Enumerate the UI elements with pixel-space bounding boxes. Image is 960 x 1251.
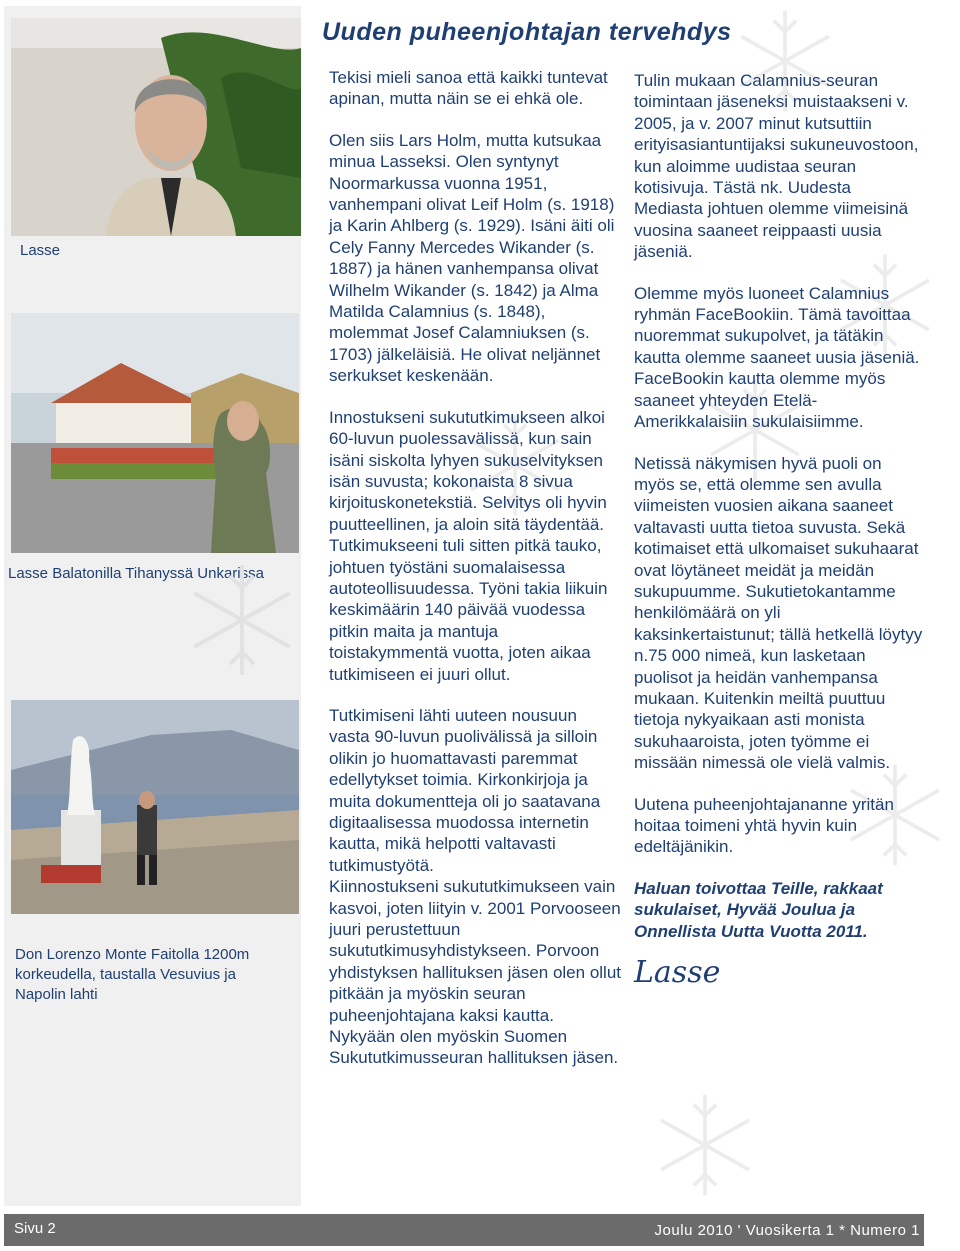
paragraph: Olen siis Lars Holm, mutta kutsukaa minua Lasseksi. Olen syntynyt Noormarkussa vuonna 1951, vanhempani olivat Leif Holm (s. 1918) ja Karin Ahlberg (s. 1929). Isäni äiti oli Cely Fanny Mercedes Wikander (s. 1887) ja hänen vanhempansa olivat Wilhelm Wikander (s. 1842) ja Alma Matilda Calamnius (s. 1848), molemmat Josef Calamniuksen (s. 1703) jälkeläisiä. He olivat neljännet serkukset keskenään. <box>329 130 615 386</box>
issue-info: Joulu 2010 ' Vuosikerta 1 * Numero 1 <box>654 1222 920 1239</box>
monte-faito-caption: Don Lorenzo Monte Faitolla 1200m korkeudella, taustalla Vesuvius ja Napolin lahti <box>15 946 250 1003</box>
balaton-photo <box>11 313 299 553</box>
paragraph: Innostukseni sukututkimukseen alkoi 60-luvun puolessavälissä, kun sain isäni siskolta lyhyen sukuselvityksen isän suvusta; kokonaista 8 sivua kirjoituskonetekstiä. Selvitys oli hyvin puutteellinen, ja aloin sitä täydentää. Tutkimukseeni tuli sitten pitkä tauko, johtuen työstäni suomalaisessa autoteollisuudessa. Työni takia liikuin keskimäärin 140 päivää vuodessa pitkin maita ja mantuja toistakymmentä vuotta, joten aikaa tutkimiseen ei juuri ollut. <box>329 407 608 684</box>
article-title: Uuden puheenjohtajan tervehdys <box>322 18 732 46</box>
paragraph: Tutkimiseni lähti uuteen nousuun vasta 90-luvun puolivälissä ja silloin olikin jo huomattavasti paremmat edellytykset toimia. Kirkonkirjoja ja muita dokumentteja oli jo saatavana digitaalisessa muodossa internetin kautta, mikä helpotti valtavasti tutkimustyötä. <box>329 705 601 875</box>
paragraph: Tulin mukaan Calamnius-seuran toimintaan jäseneksi muistaakseni v. 2005, ja v. 2007 minut kutsuttiin erityisasiantuntijaksi sukuneuvostoon, kun aloimme uudistaa seuran kotisivuja. Tästä nk. Uudesta Mediasta johtuen olemme viimeisinä vuosina saaneet reippaasti uusia jäseniä. <box>634 71 919 262</box>
paragraph: Kiinnostukseni sukututkimukseen vain kasvoi, joten liityin v. 2001 Porvooseen juuri perustettuun sukututkimusyhdistykseen. Porvoon yhdistyksen hallituksen jäsen olen ollut pitkään ja myöskin seuran puheenjohtajana kaksi kautta. Nykyään olen myöskin Suomen Sukututkimusseuran hallituksen jäsen. <box>329 877 622 1068</box>
paragraph: Uutena puheenjohtajananne yritän hoitaa toimeni yhtä hyvin kuin edeltäjänikin. <box>634 794 894 857</box>
paragraph: Tekisi mieli sanoa että kaikki tuntevat apinan, mutta näin se ei ehkä ole. <box>329 68 608 109</box>
paragraph: Olemme myös luoneet Calamnius ryhmän FaceBookiin. Tämä tavoittaa nuoremmat sukupolvet, ja tätäkin kautta olemme saaneet uusia jäseniä. FaceBookin kautta olemme myös saaneet yhteyden Etelä-Amerikkalaisiin sukulaisiimme. <box>634 283 920 432</box>
snowflake-icon <box>182 560 302 680</box>
balaton-caption: Lasse Balatonilla Tihanyssä Unkarissa <box>8 565 264 582</box>
signature: Lasse <box>634 955 721 991</box>
page-footer <box>4 1214 924 1246</box>
paragraph: Netissä näkymisen hyvä puoli on myös se, että olemme sen avulla viimeisten vuosien aikana saaneet valtavasti uutta tietoa suvusta. Sekä kotimaiset että ulkomaiset sukuhaarat ovat löytäneet meidät ja meidän sukupuumme. Sukutietokantamme henkilömäärä on yli kaksinkertaistunut; tällä hetkellä löytyy n.75 000 nimeä, kun lasketaan puolisot ja heidän vanhempansa mukaan. Kuitenkin meiltä puuttuu tietoja nykyaikaan asti monista sukuhaaroista, joten työmme ei missään nimessä ole vielä valmis. <box>634 453 923 773</box>
portrait-photo <box>11 18 301 236</box>
portrait-caption: Lasse <box>20 242 61 259</box>
holiday-wish: Haluan toivottaa Teille, rakkaat sukulaiset, Hyvää Joulua ja Onnellista Uutta Vuotta 2011. <box>634 878 883 941</box>
snowflake-icon <box>650 1090 760 1200</box>
monte-faito-photo <box>11 700 299 914</box>
page-number: Sivu 2 <box>14 1220 56 1237</box>
article-column-2 <box>634 70 924 991</box>
article-column-1 <box>329 67 621 1069</box>
